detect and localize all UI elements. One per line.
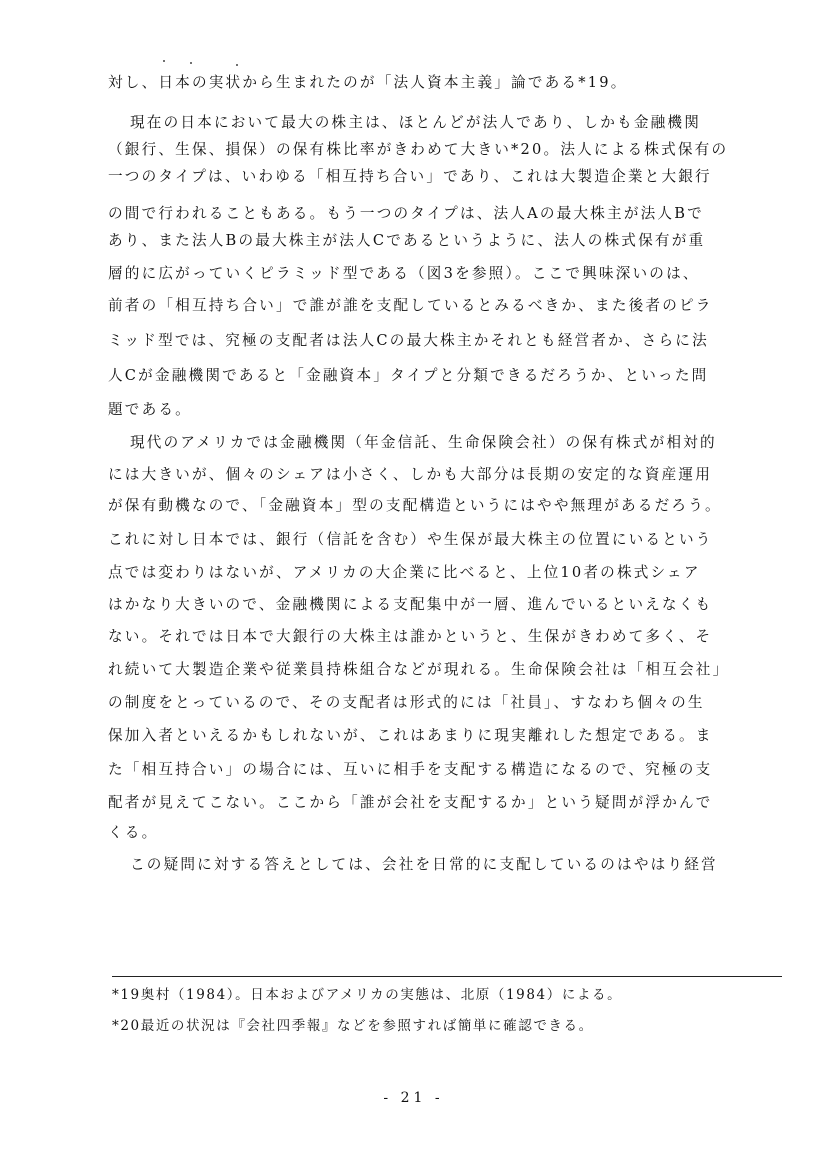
- body-line: 前者の「相互持ち合い」で誰が誰を支配しているとみるべきか、また後者のピラ: [108, 297, 713, 314]
- body-line: には大きいが、個々のシェアは小さく、しかも大部分は長期の安定的な資産運用: [108, 466, 712, 483]
- body-line: はかなり大きいので、金融機関による支配集中が一層、進んでいるといえなくも: [108, 596, 713, 613]
- body-line: あり、また法人Bの最大株主が法人Cであるというように、法人の株式保有が重: [108, 232, 706, 249]
- footnote-divider: [112, 976, 782, 977]
- scan-speck: [236, 64, 238, 66]
- body-line: 配者が見えてこない。ここから「誰が会社を支配するか」という疑問が浮かんで: [108, 794, 713, 811]
- body-line: の制度をとっているので、その支配者は形式的には「社員」、すなわち個々の生: [108, 694, 705, 711]
- body-line: れ続いて大製造企業や従業員持株組合などが現れる。生命保険会社は「相互会社」: [108, 661, 730, 678]
- body-line: た「相互持合い」の場合には、互いに相手を支配する構造になるので、究極の支: [108, 761, 713, 778]
- page-number: - 21 -: [383, 1090, 444, 1106]
- body-line: が保有動機なので、「金融資本」型の支配構造というにはやや無理があるだろう。: [108, 497, 722, 514]
- scan-speck: [190, 62, 192, 64]
- body-line: ミッド型では、究極の支配者は法人Cの最大株主かそれとも経営者か、さらに法: [108, 332, 709, 349]
- body-line: 題である。: [108, 401, 192, 418]
- body-line: 一つのタイプは、いわゆる「相互持ち合い」であり、これは大製造企業と大銀行: [108, 168, 712, 185]
- body-line: 保加入者といえるかもしれないが、これはあまりに現実離れした想定である。ま: [108, 727, 713, 744]
- scan-speck: [163, 60, 165, 62]
- body-line: 層的に広がっていくピラミッド型である（図3を参照）。ここで興味深いのは、: [108, 265, 700, 282]
- body-line: 現代のアメリカでは金融機関（年金信託、生命保険会社）の保有株式が相対的: [130, 434, 717, 451]
- body-line: 現在の日本において最大の株主は、ほとんどが法人であり、しかも金融機関: [130, 114, 701, 131]
- body-line: この疑問に対する答えとしては、会社を日常的に支配しているのはやはり経営: [130, 856, 718, 873]
- body-line: 点では変わりはないが、アメリカの大企業に比べると、上位10者の株式シェア: [108, 564, 701, 581]
- body-line: 人Cが金融機関であると「金融資本」タイプと分類できるだろうか、といった問: [108, 367, 709, 384]
- footnote: *19奥村（1984）。日本およびアメリカの実態は、北原（1984）による。: [112, 987, 623, 1003]
- footnote: *20最近の状況は『会社四季報』などを参照すれば簡単に確認できる。: [112, 1018, 594, 1034]
- body-line: ない。それでは日本で大銀行の大株主は誰かというと、生保がきわめて多く、そ: [108, 628, 713, 645]
- body-line: くる。: [108, 824, 159, 841]
- body-line: これに対し日本では、銀行（信託を含む）や生保が最大株主の位置にいるという: [108, 531, 713, 548]
- body-line: 対し、日本の実状から生まれたのが「法人資本主義」論である*19。: [108, 74, 628, 91]
- body-line: の間で行われることもある。もう一つのタイプは、法人Aの最大株主が法人Bで: [108, 205, 704, 222]
- body-line: （銀行、生保、損保）の保有株比率がきわめて大きい*20。法人による株式保有の: [108, 141, 729, 158]
